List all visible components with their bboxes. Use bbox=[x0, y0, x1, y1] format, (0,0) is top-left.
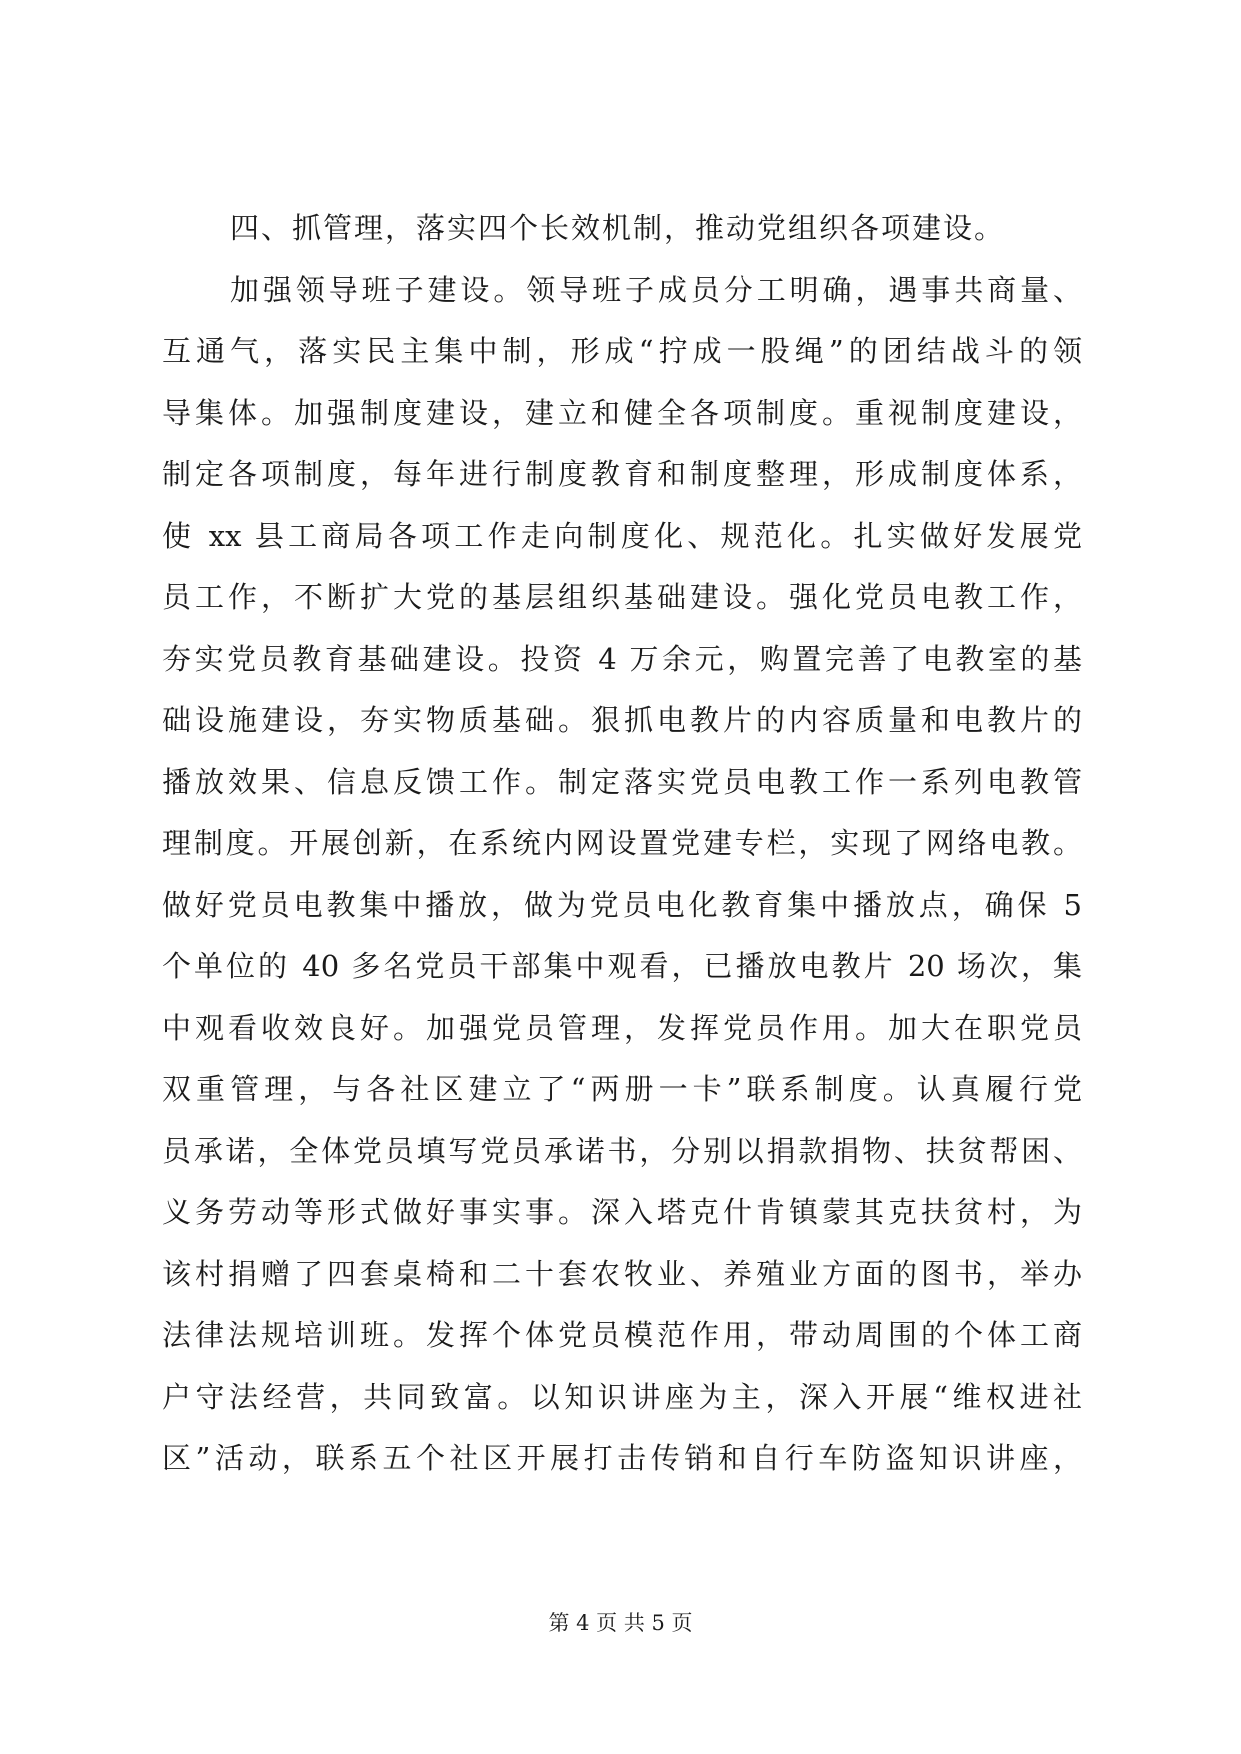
paragraph-line: 做好党员电教集中播放，做为党员电化教育集中播放点，确保 5 bbox=[162, 887, 1082, 922]
paragraph-line: 户守法经营，共同致富。以知识讲座为主，深入开展“维权进社 bbox=[162, 1379, 1082, 1414]
paragraph-line: 区”活动，联系五个社区开展打击传销和自行车防盗知识讲座， bbox=[162, 1441, 1082, 1475]
page-number-footer: 第 4 页 共 5 页 bbox=[548, 1611, 693, 1635]
paragraph-line: 员承诺，全体党员填写党员承诺书，分别以捐款捐物、扶贫帮困、 bbox=[162, 1133, 1082, 1168]
section-heading: 四、抓管理，落实四个长效机制，推动党组织各项建设。 bbox=[230, 211, 1006, 245]
paragraph-line: 中观看收效良好。加强党员管理，发挥党员作用。加大在职党员 bbox=[162, 1010, 1082, 1045]
paragraph-line: 双重管理，与各社区建立了“两册一卡”联系制度。认真履行党 bbox=[162, 1072, 1082, 1106]
paragraph-line: 使 xx 县工商局各项工作走向制度化、规范化。扎实做好发展党 bbox=[162, 518, 1082, 553]
paragraph-line: 法律法规培训班。发挥个体党员模范作用，带动周围的个体工商 bbox=[162, 1318, 1082, 1352]
paragraph-line: 础设施建设，夯实物质基础。狠抓电教片的内容质量和电教片的 bbox=[162, 703, 1082, 737]
paragraph-line: 个单位的 40 多名党员干部集中观看，已播放电教片 20 场次，集 bbox=[162, 949, 1082, 983]
document-body bbox=[162, 198, 1082, 1490]
paragraph-line: 加强领导班子建设。领导班子成员分工明确，遇事共商量、 bbox=[230, 272, 1082, 307]
paragraph-line: 员工作，不断扩大党的基层组织基础建设。强化党员电教工作， bbox=[162, 580, 1082, 614]
paragraph-line: 播放效果、信息反馈工作。制定落实党员电教工作一系列电教管 bbox=[162, 764, 1082, 799]
paragraph-line: 理制度。开展创新，在系统内网设置党建专栏，实现了网络电教。 bbox=[162, 826, 1082, 860]
paragraph-line: 该村捐赠了四套桌椅和二十套农牧业、养殖业方面的图书，举办 bbox=[162, 1256, 1082, 1291]
paragraph-line: 制定各项制度，每年进行制度教育和制度整理，形成制度体系， bbox=[162, 457, 1082, 491]
paragraph-line: 互通气，落实民主集中制，形成“拧成一股绳”的团结战斗的领 bbox=[162, 334, 1082, 368]
paragraph-line: 夯实党员教育基础建设。投资 4 万余元，购置完善了电教室的基 bbox=[162, 641, 1082, 676]
paragraph-line: 义务劳动等形式做好事实事。深入塔克什肯镇蒙其克扶贫村，为 bbox=[162, 1195, 1082, 1229]
paragraph-line: 导集体。加强制度建设，建立和健全各项制度。重视制度建设， bbox=[162, 395, 1082, 430]
